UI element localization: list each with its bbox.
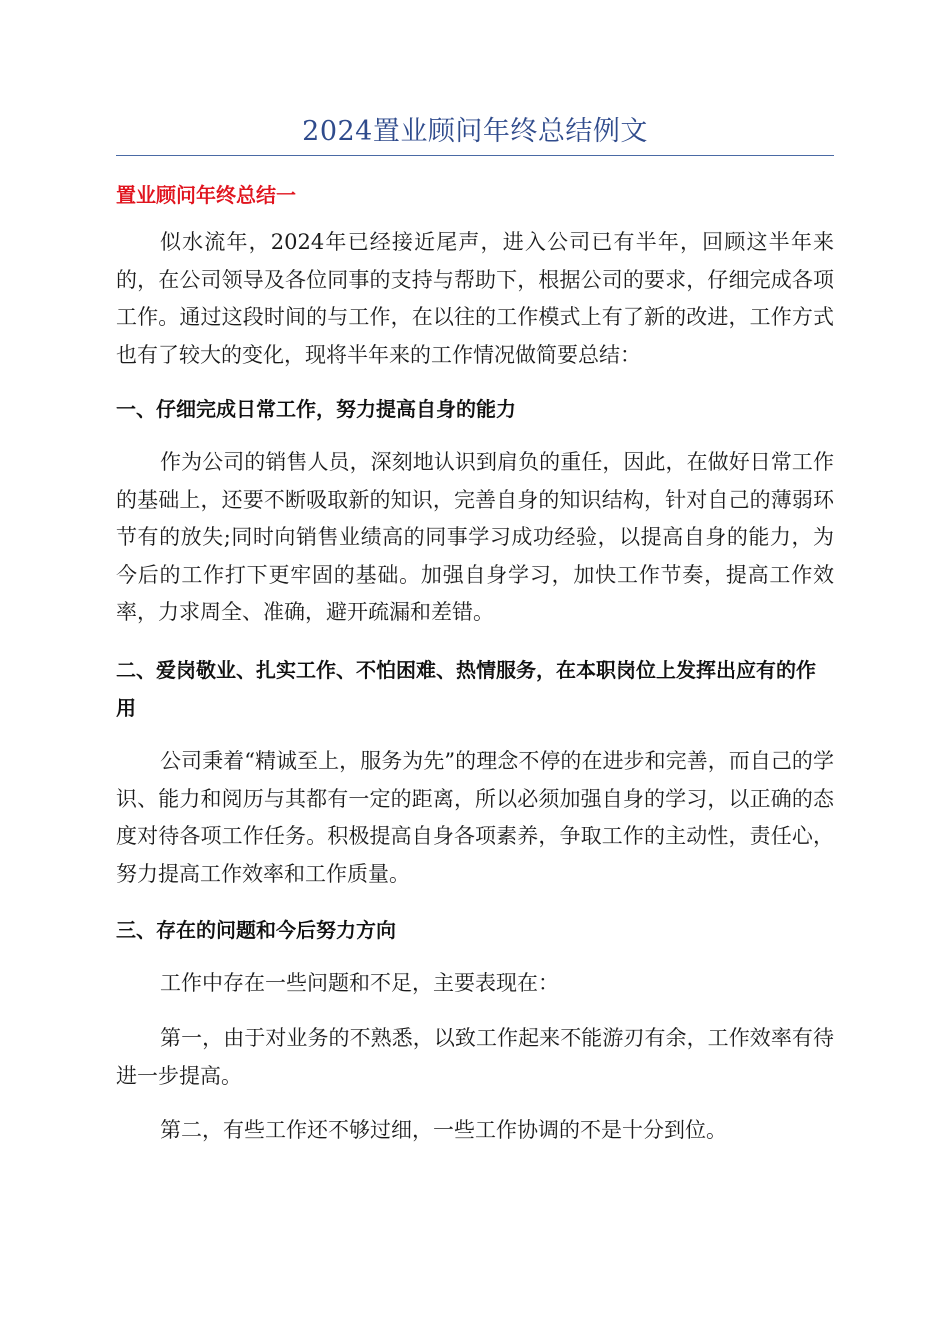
section-paragraph-3c: 第二，有些工作还不够过细，一些工作协调的不是十分到位。 — [160, 1118, 727, 1142]
section-paragraph-3b: 第一，由于对业务的不熟悉，以致工作起来不能游刃有余，工作效率有待进一步提高。 — [116, 1026, 834, 1088]
title-divider — [116, 155, 834, 156]
section-heading-1: 一、仔细完成日常工作，努力提高自身的能力 — [116, 397, 516, 421]
document-title: 2024置业顾问年终总结例文 — [302, 116, 648, 147]
intro-paragraph: 似水流年，2024年已经接近尾声，进入公司已有半年，回顾这半年来的，在公司领导及各位同事的支持与帮助下，根据公司的要求，仔细完成各项工作。通过这段时间的与工作，在以往的工作模式上有了新的改进，工作方式也有了较大的变化，现将半年来的工作情况做简要总结： — [116, 230, 834, 367]
section-heading-3: 三、存在的问题和今后努力方向 — [116, 918, 396, 942]
section-paragraph-1: 作为公司的销售人员，深刻地认识到肩负的重任，因此，在做好日常工作的基础上，还要不断吸取新的知识，完善自身的知识结构，针对自己的薄弱环节有的放失;同时向销售业绩高的同事学习成功经验，以提高自身的能力，为今后的工作打下更牢固的基础。加强自身学习，加快工作节奏，提高工作效率，力求周全、准确，避开疏漏和差错。 — [116, 450, 834, 624]
section-paragraph-3a: 工作中存在一些问题和不足，主要表现在： — [160, 971, 559, 995]
section-heading-2: 二、爱岗敬业、扎实工作、不怕困难、热情服务，在本职岗位上发挥出应有的作用 — [116, 658, 816, 720]
section-subtitle: 置业顾问年终总结一 — [116, 183, 296, 207]
section-paragraph-2: 公司秉着“精诚至上，服务为先”的理念不停的在进步和完善，而自己的学识、能力和阅历与其都有一定的距离，所以必须加强自身的学习，以正确的态度对待各项工作任务。积极提高自身各项素养，争取工作的主动性，责任心，努力提高工作效率和工作质量。 — [116, 749, 834, 886]
